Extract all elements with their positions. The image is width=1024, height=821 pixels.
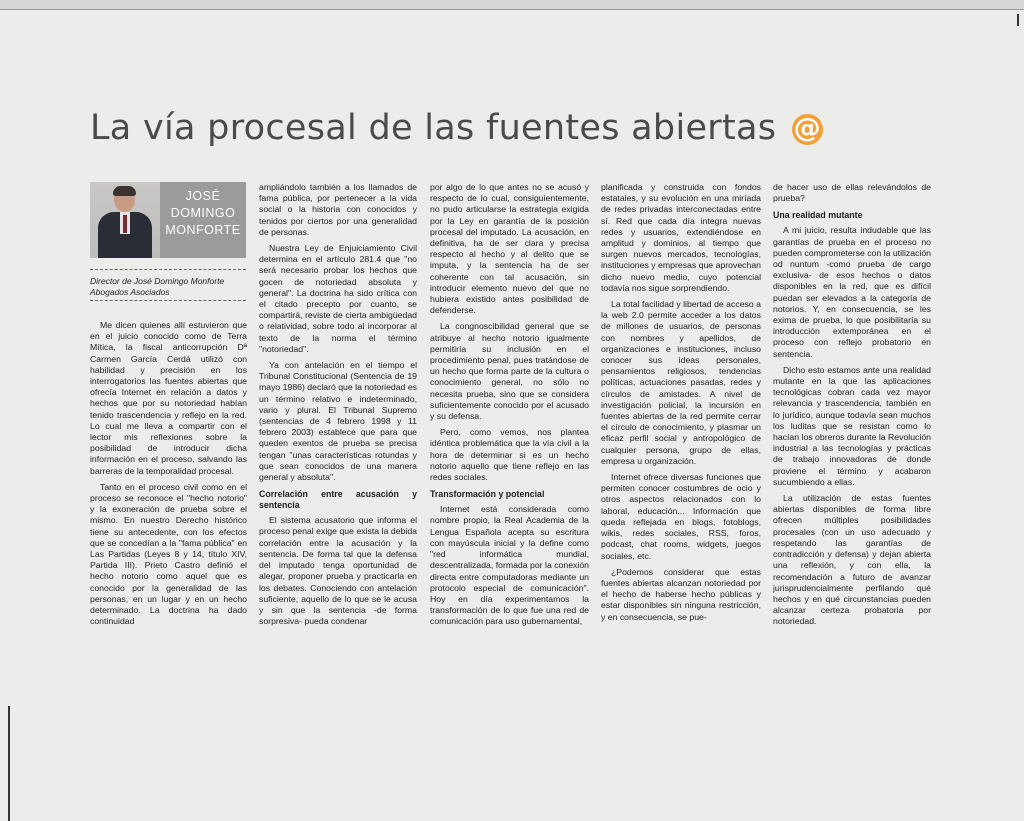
body-paragraph: Internet está considerada como nombre propio, la Real Academia de la Lengua Española acepta su escritura con mayúscula inicial y la define como "red informática mundial, descentralizada, formada por la conexión directa entre computadoras mediante un protocolo especial de comunicación". Hoy en día experimentamos la transformación de lo que fue una red de comunicación para uso gubernamental, [430,504,589,627]
scan-edge-mark [1017,14,1019,26]
body-paragraph: Ya con antelación en el tiempo el Tribunal Constitucional (Sentencia de 19 mayo 1986) declaró que la notoriedad es un término relativo e indeterminado, vario y plural. El Tribunal Supremo (sentencias de 4 febrero 1998 y 11 febrero 2003) establece que para que queden exentos de prueba se precisa tengan "unas características rotundas y que sean conocidos de una manera general y absoluta". [259,360,417,483]
body-paragraph: La total facilidad y libertad de acceso a la web 2.0 permite acceder a los datos de millones de usuarios, de personas con nombres y apellidos, de organizaciones e instituciones, incluso conocer sus ideas personales, pensamientos religiosos, tendencias políticas, actuaciones pasadas, redes y círculos de amistades. A nivel de investigación policial, la incursión en fuentes abiertas de la red permite cerrar el círculo de conocimiento, y plasmar un eficaz perfil social y antropológico de cualquier persona, grupo de ellas, empresa u organización. [601,299,761,466]
article-headline [90,108,823,148]
author-caption [90,276,250,298]
body-paragraph: La congnoscibilidad general que se atribuye al hecho notorio igualmente permitiría su inclusión en el procedimiento penal, pues tratándose de un hecho que forma parte de la cultura o conocimiento general, no sólo no necesita prueba, sino que se considera suficientemente conocido por el acusado y su defensa. [430,321,589,422]
author-name-line: MONFORTE [165,223,241,237]
at-sign-icon: @ [793,112,821,144]
text-column-1 [90,320,247,632]
scan-top-rule [0,9,1024,10]
body-paragraph: Pero, como vemos, nos plantea idéntica problemática que la vía civil a la hora de determinar si es un hecho notorio aquello que tiene reflejo en las redes sociales. [430,427,589,483]
author-photo [90,182,160,258]
section-heading: Transformación y potencial [430,489,545,500]
author-name-line: DOMINGO [170,206,236,220]
body-paragraph: Nuestra Ley de Enjuiciamiento Civil determina en el artículo 281.4 que "no será necesario probar los hechos que gocen de notoriedad absoluta y general". La doctrina ha sido crítica con el citado precepto por cuanto, se compartirá, reviste de cierta ambigüedad o relatividad, sobre todo al incorporar al texto de la norma el término "notoriedad". [259,243,417,354]
body-paragraph: Tanto en el proceso civil como en el proceso se reconoce el "hecho notorio" y la exoneración de prueba sobre el mismo. En nuestro Derecho histórico tiene su antecedente, con los efectos que se concedían a la "fama pública" en Las Partidas (Leyes 8 y 14, título XIV, Partida III). Prieto Castro definió el hecho notorio como aquel que es conocido por la generalidad de las personas, en un lugar y en un hecho determinado. La doctrina ha dado continuidad [90,481,247,627]
caption-line: Director de José Domingo Monforte [90,276,225,286]
body-paragraph: Dicho esto estamos ante una realidad mutante en la que las aplicaciones tecnológicas cobran cada vez mayor relevancia y trascendencia, también en lo jurídico, aunque todavía sean muchos los luditas que se resistan como lo hacían los obreros durante la Revolución industrial a las tecnologías y prácticas de trabajo innovadoras de donde proviene el término y acabaron sucumbiendo a ellas. [773,364,931,487]
body-paragraph: planificada y construida con fondos estatales, y su evolución en una miríada de redes privadas interconectadas entre sí. Red que cada día integra nuevas redes y usuarios, extendiéndose en amplitud y dominios, al tiempo que surgen nuevos mercados, tecnologías, instituciones y empresas que aprovechan dicho nuevo medio, cuyo potencial todavía nos sigue sorprendiendo. [601,182,761,293]
body-paragraph: La utilización de estas fuentes abiertas disponibles de forma libre ofrecen múltiples posibilidades procesales (con un uso adecuado y respetando las garantías de contradicción y defensa) y dejan abierta una reflexión, y con ella, la recomendación a futuro de avanzar jurisprudencialmente perfilando qué hechos y en qué circunstancias pueden alcanzar certeza probatoria por notoriedad. [773,493,931,627]
body-paragraph: El sistema acusatorio que informa el proceso penal exige que exista la debida correlación entre la acusación y la sentencia. De forma tal que la defensa del imputado tenga oportunidad de alegar, proponer prueba y practicarla en los debates. Conociendo con antelación suficiente, aquello de lo que se le acusa y sin que la sentencia -de forma sorpresiva- pueda condenar [259,515,417,627]
scan-top-band [0,0,1024,9]
body-paragraph: de hacer uso de ellas relevándolos de prueba? [773,182,931,204]
text-column-2 [259,182,417,632]
author-name [160,188,246,239]
caption-divider-top [90,269,246,270]
author-name-line: JOSÉ [185,189,221,203]
section-heading: Una realidad mutante [773,210,863,221]
author-box [90,182,246,258]
caption-divider-bottom [90,300,246,301]
scan-left-edge-line [8,706,10,821]
text-column-3 [430,182,589,633]
caption-line: Abogados Asociados [90,287,170,297]
text-column-5 [773,182,931,633]
text-column-4 [601,182,761,628]
body-paragraph: ¿Podemos considerar que estas fuentes abiertas alcanzan notoriedad por el hecho de haberse hecho públicas y estar disponibles sin ninguna restricción, y en consecuencia, se pue- [601,566,761,622]
headline-text: La vía procesal de las fuentes abiertas [90,108,777,148]
body-paragraph: A mi juicio, resulta indudable que las garantías de prueba en el proceso no pueden comprometerse con la utilización od nuntum -como prueba de cargo exclusiva- de esos hechos o datos disponibles en la red, que es difícil puedan ser elevados a la categoría de notorios. Y, en consecuencia, se les exima de prueba, lo que posibilitaría su introducción extemporánea en el proceso con reflejo probatorio en sentencia. [773,225,931,359]
body-paragraph: Me dicen quienes allí estuvieron que en el juicio conocido como de Terra Mítica, la fiscal anticorrupción Dª Carmen García Cerdá utilizó con habilidad y precisión en los interrogatorios las fuentes abiertas que ofrecía Internet en relación a datos y hechos que por su notoriedad habían tenido trascendencia y reflejo en la red. Lo cual me lleva a compartir con el lector mis reflexiones sobre la posibilidad de introducir dicha información en el proceso, salvando las barreras de la temporalidad procesal. [90,320,247,476]
body-paragraph: Internet ofrece diversas funciones que permiten conocer costumbres de ocio y otros aspectos relacionados con lo laboral, educación... Información que queda reflejada en blogs, fotoblogs, wikis, redes sociales, RSS, foros, podcast, chat rooms, widgets, juegos sociales, etc. [601,472,761,561]
section-heading: Correlación entre acusación y sentencia [259,489,417,511]
body-paragraph: ampliándolo también a los llamados de fama pública, por pertenecer a la vida social o la historia con conocidos y tenidos por ciertos por una generalidad de personas. [259,182,417,237]
body-paragraph: por algo de lo que antes no se acusó y respecto de lo cual, consiguientemente, no pudo articularse la estrategia exigida por la Ley en garantía de la posición procesal del imputado. La acusación, en definitiva, ha de ser clara y precisa respecto al hecho y al delito que se imputa, y la sentencia ha de ser coherente con tal acusación, sin introducir elemento nuevo del que no hubiera existido antes posibilidad de defenderse. [430,182,589,316]
